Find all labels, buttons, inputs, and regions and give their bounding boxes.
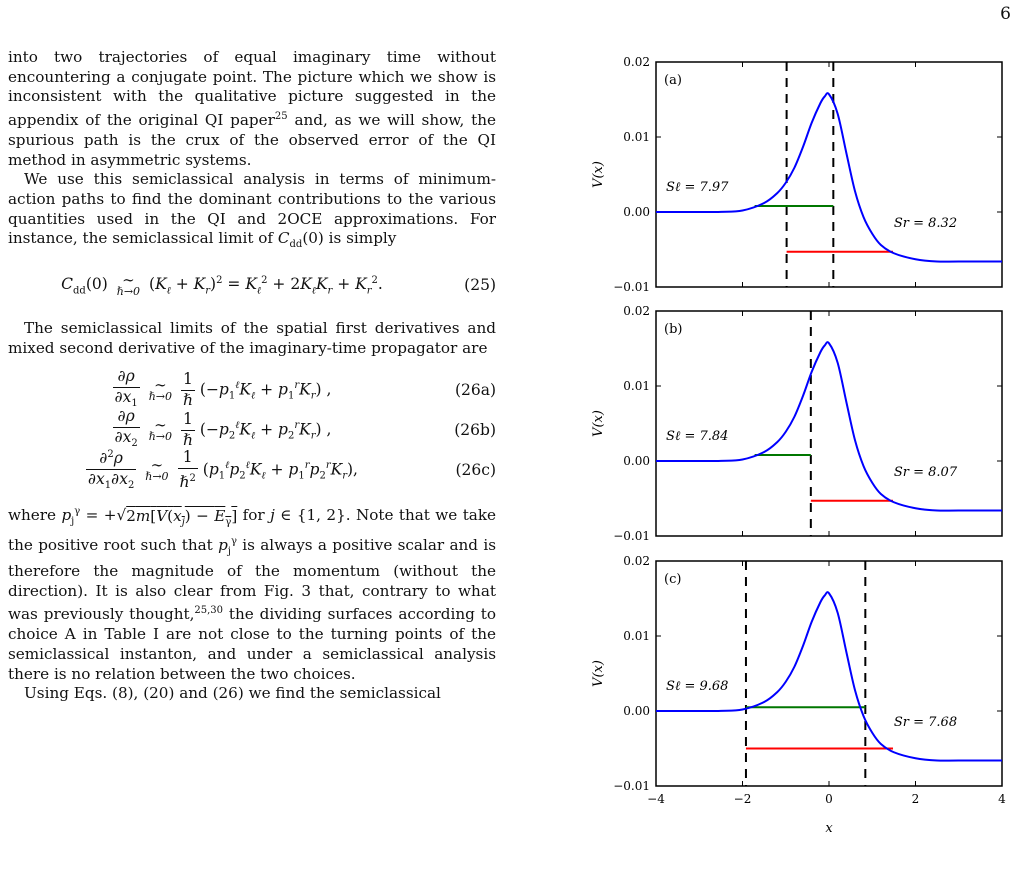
left-action-label: Sℓ = 9.68 (666, 679, 729, 694)
y-tick-label: −0.01 (613, 280, 650, 294)
panel-label: (b) (664, 322, 683, 337)
paragraph-2: We use this semiclassical analysis in terms of minimum-action paths to find the dominant contributions to the various quantities used in the QI and 2OCE approximations. For instance, the semiclassical limit of $C_{dd}(0)$ is simply (8, 170, 496, 251)
paragraph-3: The semiclassical limits of the spatial first derivatives and mixed second derivative of the imaginary-time propagator are (8, 319, 496, 357)
panel-c (591, 554, 1006, 836)
x-tick-label: 4 (998, 792, 1006, 806)
potential-curve (656, 592, 1002, 760)
equation-26-group (8, 367, 496, 492)
paragraph-4: where $p_j^\gamma = +√2m[V(x_j) - E_\gamma]$ for j ∈ {1, 2}. Note that we take the positive root such that $p_j^\gamma$ is always a positive scalar and is therefore the magnitude of the momentum (without the direction). It is also clear from Fig. 3 that, contrary to what was previously thought,$^{25,30}$ the dividing surfaces according to choice A in Table I are not close to the turning points of the semiclassical instanton, and under a semiclassical analysis there is no relation between the two choices. (8, 506, 497, 683)
potential-curve (656, 93, 1002, 261)
figure-3 (590, 0, 1020, 872)
paragraph-1: into two trajectories of equal imaginary time without encountering a conjugate point. The picture which we show is inconsistent with the qualitative picture suggested in the appendix of the original QI paper$^{25}$ and, as we will show, the spurious path is the crux of the observed error of the QI method in asymmetric systems. (8, 48, 496, 169)
page-number: 6 (1000, 4, 1011, 24)
right-action-label: Sr = 8.07 (893, 465, 958, 480)
panel-b (591, 304, 1002, 543)
y-axis-label: V(x) (591, 660, 606, 687)
y-tick-label: 0.00 (623, 205, 650, 219)
equation-26b: $\frac{\partial\rho}{\partial x_2}$ ∼ ℏ→0 $\frac{1}{\text{ℏ}}$ $(-p_2^\ell K_\ell + p_2^rK_r)$ , (26b) (114, 407, 496, 450)
panel-a (591, 55, 1002, 294)
paragraph-5: Using Eqs. (8), (20) and (26) we find the semiclassical (24, 684, 441, 703)
left-action-label: Sℓ = 7.97 (666, 180, 729, 195)
y-tick-label: −0.01 (613, 779, 650, 793)
y-axis-label: V(x) (591, 410, 606, 437)
y-tick-label: 0.02 (623, 55, 650, 69)
equation-26a: $\frac{\partial\rho}{\partial x_1}$ ∼ ℏ→0 $\frac{1}{\text{ℏ}}$ $(-p_1^\ell K_\ell + p_1^rK_r)$ , (26a) (114, 367, 496, 410)
panel-label: (a) (664, 73, 682, 88)
y-tick-label: 0.01 (623, 130, 650, 144)
y-tick-label: 0.01 (623, 629, 650, 643)
y-tick-label: −0.01 (613, 529, 650, 543)
x-tick-label: 2 (911, 792, 920, 806)
right-action-label: Sr = 8.32 (893, 216, 958, 231)
potential-curve (656, 342, 1002, 510)
right-action-label: Sr = 7.68 (893, 715, 958, 730)
panel-label: (c) (664, 572, 682, 587)
x-tick-label: −4 (647, 792, 665, 806)
equation-25: $C_{dd}(0)$ ∼ ℏ→0 $(K_\ell + K_r)^2 = K_\ell^2 + 2K_\ell K_r + K_r^2$. (25) (61, 271, 496, 299)
y-tick-label: 0.02 (623, 554, 650, 568)
left-action-label: Sℓ = 7.84 (666, 429, 729, 444)
x-tick-label: 0 (825, 792, 833, 806)
y-tick-label: 0.00 (623, 454, 650, 468)
y-axis-label: V(x) (591, 161, 606, 188)
y-tick-label: 0.01 (623, 379, 650, 393)
text-column (8, 48, 496, 704)
equation-26c: $\frac{\partial^2\rho}{\partial x_1\partial x_2}$ ∼ ℏ→0 $\frac{1}{\hbar^2}$ $(p_1^\ell p_2^\ell K_\ell + p_1^rp_2^rK_r)$, (26c) (8, 450, 496, 490)
x-tick-label: −2 (733, 792, 752, 806)
y-tick-label: 0.02 (623, 304, 650, 318)
y-tick-label: 0.00 (623, 704, 650, 718)
x-axis-label: x (825, 821, 833, 836)
